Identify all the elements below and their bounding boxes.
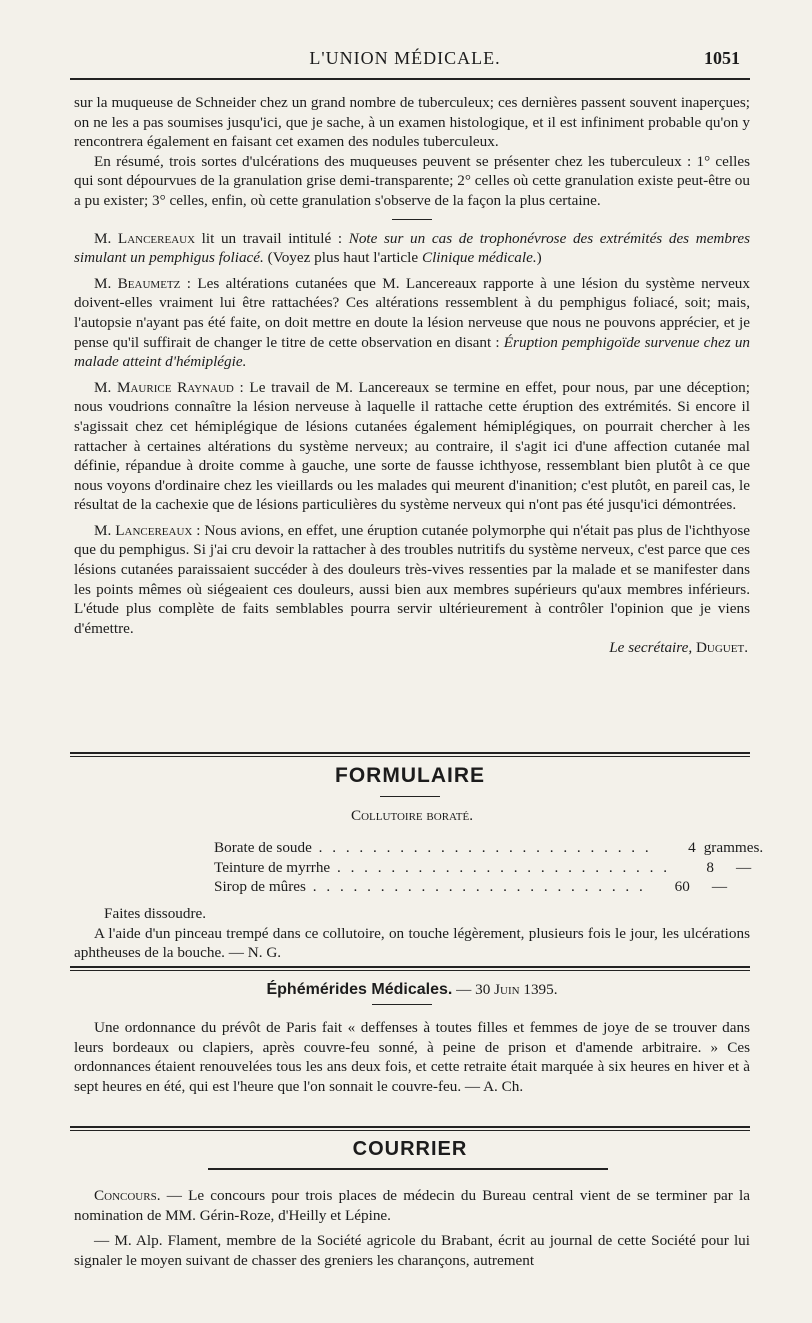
courrier-rule-top	[70, 1126, 750, 1128]
short-separator	[392, 219, 432, 220]
recipe-usage: A l'aide d'un pinceau trempé dans ce collutoire, on touche légèrement, plusieurs fois le jour, les ulcérations aphtheuses de la bouche. — N. G.	[74, 924, 750, 962]
recipe-subtitle: Collutoire boraté.	[350, 807, 473, 824]
ephemerides-paragraph: Une ordonnance du prévôt de Paris fait « deffenses à toutes filles et femmes de joye de se trouver dans leurs bordeaux ou clapiers, après couvre-feu sonné, à peine de prison et d'amende arbitraire. » Ces ordonnances étaient renouvelées tous les ans deux fois, et cette retraite était marquée à six heures en hiver et à sept heures en été, qui est l'heure que l'on sonnait le couvre-feu. — A. Ch.	[74, 1019, 750, 1095]
speaker-name: M. Maurice Raynaud	[94, 378, 234, 396]
ingredient-row: Teinture de myrrhe . . . . . . . . . . . . . . . . . . . . . . . . . 8 —	[214, 858, 752, 876]
article-reference: Clinique médicale.	[421, 249, 537, 267]
courrier-title: COURRIER	[352, 1138, 468, 1160]
page-header	[70, 46, 740, 76]
section-rule-top	[70, 752, 750, 754]
speaker-name: M. Lancereaux	[94, 229, 196, 247]
paragraph-lancereaux-2: M. Lancereaux : Nous avions, en effet, une éruption cutanée polymorphe qui n'était pas plus de l'ichthyose que du pemphigus. Si j'ai cru devoir la rattacher à des troubles nutritifs du système nerveux, c'est parce que ces lésions cutanées paraissaient succéder à des douleurs très-vives ressenties par la malade et se manifester dans les points mêmes où siégeaient ces douleurs, aussi bien aux membres supérieurs qu'aux membres inférieurs. L'étude plus complète de faits semblables pourra servir ultérieurement à contrôler l'opinion que je viens d'émettre.	[74, 521, 750, 637]
signature-name: Duguet.	[695, 639, 748, 657]
section-rule-top-thin	[70, 756, 750, 757]
courrier-rule-top-thin	[70, 1130, 750, 1131]
paragraph-tuberculeux: sur la muqueuse de Schneider chez un grand nombre de tuberculeux; ces dernières passent souvent inaperçues; on ne les a pas soumises jusqu'ici, que je sache, à un examen histologique, et il est infiniment probable qu'on y rencontrera également en faisant cet examen des nodules tuberculeux.	[74, 94, 750, 151]
ingredient-row: Sirop de mûres . . . . . . . . . . . . . . . . . . . . . . . . . 60 —	[214, 878, 727, 896]
page-number: 1051	[704, 48, 740, 68]
courrier-concours: Concours. — Le concours pour trois places de médecin du Bureau central vient de se terminer par la nomination de MM. Gérin-Roze, d'Heilly et Lépine.	[74, 1187, 750, 1224]
courrier-text	[74, 1186, 750, 1270]
ephemerides-text	[74, 1018, 750, 1096]
courrier-charancons: — M. Alp. Flament, membre de la Société agricole du Brabant, écrit au journal de cette Société pour lui signaler le moyen suivant de chasser des greniers les charançons, autrement	[74, 1232, 750, 1269]
proceedings-text	[74, 93, 750, 658]
ephemerides-heading: Éphémérides Médicales. — 30 Juin 1395.	[266, 981, 558, 998]
journal-title: L'UNION MÉDICALE.	[309, 48, 501, 68]
paragraph-beaumetz: M. Beaumetz : Les altérations cutanées que M. Lancereaux rapporte à une lésion du système nerveux doivent-elles vraiment lui être rattachées? Ces altérations ressemblent à du pemphigus foliacé, soit; mais, l'autopsie n'ayant pas été faite, on doit mettre en doute la lésion nerveuse que nous ne pouvons apprécier, et je pense qu'il suffirait de changer le titre de cette observation en disant : Éruption pemphigoïde survenue chez un malade atteint d'hémiplégie.	[74, 274, 751, 371]
paragraph-lancereaux-1: M. Lancereaux lit un travail intitulé : Note sur un cas de trophonévrose des extrémités des membres simulant un pemphigus foliacé. (Voyez plus haut l'article Clinique médicale.)	[74, 229, 750, 267]
recipe-dissolve: Faites dissoudre.	[104, 905, 207, 922]
ephemerides-rule-top	[70, 966, 750, 968]
formulaire-title-rule	[380, 796, 440, 797]
courrier-title-rule	[208, 1168, 608, 1170]
ingredient-row: Borate de soude . . . . . . . . . . . . . . . . . . . . . . . . . 4 grammes.	[214, 839, 764, 856]
signature: Le secrétaire, Duguet.	[609, 639, 748, 657]
ephemerides-title: Éphémérides Médicales.	[266, 981, 453, 998]
work-title: Note sur un cas de trophonévrose des extrémités des membres simulant un pemphigus foliacé.	[74, 229, 750, 267]
separator-gap	[74, 211, 750, 229]
formulaire-title: FORMULAIRE	[335, 764, 485, 787]
recipe-ingredients	[214, 838, 764, 897]
paragraph-raynaud: M. Maurice Raynaud : Le travail de M. Lancereaux se termine en effet, pour nous, par une déception; nous voudrions connaître la lésion nerveuse à laquelle il rattache cette éruption des extrémités. Si encore il s'agissait chez cet hémiplégique de lésions cutanées également hémiplégiques, on pourrait chercher à les rattacher à certaines altérations du système nerveux; au contraire, il s'agit ici d'une affection cutanée mal définie, répandue à droite comme à gauche, une sorte de fausse ichthyose, ressemblant bien plutôt à ce que nous voyons d'ordinaire chez les vieillards ou les malades qui meurent d'inanition; c'est plutôt, en pareil cas, le résultat de la cachexie que de lésions particulières du système nerveux qui n'ont pas été jusqu'ici démontrées.	[74, 378, 750, 514]
header-rule	[70, 78, 750, 80]
ephemerides-rule-top-thin	[70, 970, 750, 971]
speaker-name: M. Lancereaux	[94, 521, 193, 539]
ephemerides-title-rule	[372, 1004, 432, 1005]
paragraph-resume: En résumé, trois sortes d'ulcérations des muqueuses peuvent se présenter chez les tuberculeux : 1° celles qui sont dépourvues de la granulation grise demi-transparente; 2° celles où cette granulation existe peut-être ou a pu exister; 3° celles, enfin, où cette granulation s'observe de la façon la plus certaine.	[74, 152, 750, 209]
proposed-title: Éruption pemphigoïde survenue chez un malade atteint d'hémiplégie.	[74, 333, 751, 371]
recipe-instructions	[74, 904, 750, 963]
concours-label: Concours.	[94, 1187, 161, 1204]
speaker-name: M. Beaumetz	[94, 274, 181, 292]
